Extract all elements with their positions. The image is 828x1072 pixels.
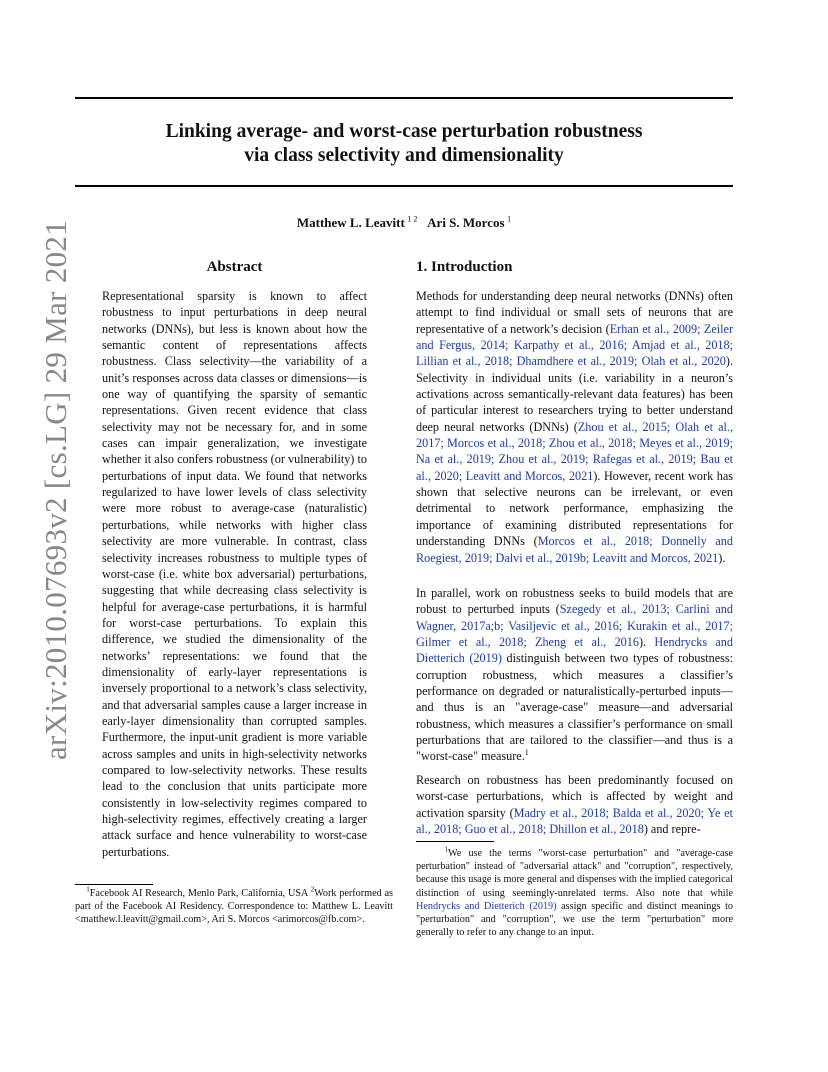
body-text: distinguish between two types of robustness: corruption robustness, which measures a classifier’s performance on degraded or naturalistically-perturbed inputs—and thus is an "average-case" measure—and adversarial robustness, which measures a classifier’s performance on small perturbations that are tailored to the classifier—and thus is a "worst-case" measure. — [416, 651, 734, 764]
correspondence-text: Work performed as part of the Facebook AI Residency. Correspondence to: Matthew L. Leavitt <matthew.l.leavitt@gmail.com>, Ari S. Morcos <arimorcos@fb.com>. — [75, 888, 394, 926]
abstract-text: Representational sparsity is known to affect robustness to input perturbations in deep neural networks (DNNs), but less is known about how the semantic content of representations affects robustness. Class selectivity—the variability of a unit’s responses across data classes or dimensions—is one way of quantifying the sparsity of semantic representations. Given recent evidence that class selectivity may not be necessary for, and in some cases can impair generalization, we investigate whether it also confers robustness (or vulnerability) to perturbations of input data. We found that networks regularized to have lower levels of class selectivity were more robust to average-case (naturalistic) perturbations, while networks with higher class selectivity are more vulnerable. In contrast, class selectivity increases robustness to multiple types of worst-case (i.e. white box adversarial) perturbations, suggesting that while decreasing class selectivity is helpful for average-case perturbations, it is harmful for worst-case perturbations. To explain this difference, we studied the dimensionality of the networks’ representations: we found that the dimensionality of early-layer representations is inversely proportional to a network’s class selectivity, and that adversarial samples cause a larger increase in early-layer dimensionality than corrupted samples. Furthermore, the input-unit gradient is more variable across samples and units in high-selectivity networks compared to low-selectivity networks. These results lead to the conclusion that units participate more consistently in low-selectivity regimes compared to high-selectivity regimes, effectively creating a larger attack surface and hence vulnerability to worst-case perturbations. — [102, 289, 367, 859]
body-text: ). — [638, 635, 655, 650]
body-text: Methods for understanding deep neural networks (DNNs) often attempt to find individual or small sets of neurons that are representative of a network’s decision ( — [416, 289, 733, 336]
author-name: Ari S. Morcos — [427, 215, 505, 230]
footnote-text: We use the terms "worst-case perturbation" and "average-case perturbation" instead of "adversarial attack" and "corruption", respectively, because this usage is more general and dispenses with the implied categorical distinction of using seemingly-unrelated terms. Also note that while — [416, 848, 734, 899]
title-bottom-rule — [75, 185, 733, 187]
paper-title-line-2: via class selectivity and dimensionality — [244, 145, 564, 166]
footnote-text: assign specific and distinct meanings to "perturbation" and "corruption", we use the term "perturbation" more generally to refer to any change to an input. — [416, 900, 733, 939]
author-affiliation-mark: 1 — [507, 214, 512, 224]
title-top-rule — [75, 97, 733, 99]
body-text: ). Selectivity in individual units (i.e. variability in a neuron’s activations across semantically-relevant data features) has been of particular interest to researchers trying to better understand deep neural networks (DNNs) ( — [416, 354, 733, 434]
abstract-heading: Abstract — [206, 259, 263, 275]
affiliation-footnote — [75, 887, 393, 927]
paper-title-line-1: Linking average- and worst-case perturbation robustness — [165, 121, 643, 142]
footnote-rule — [416, 841, 494, 842]
body-text: In parallel, work on robustness seeks to build models that are robust to perturbed inputs ( — [416, 586, 733, 617]
body-text: ) and repre- — [643, 822, 701, 837]
citation-link[interactable]: Hendrycks and Dietterich (2019) — [416, 900, 557, 912]
introduction-heading: 1. Introduction — [416, 259, 513, 275]
citation-link[interactable]: Zhou et al., 2015; Olah et al., 2017; Morcos et al., 2018; Zhou et al., 2018; Meyes et al., 2019; Na et al., 2019; Zhou et al., 2019; Rafegas et al., 2019; Bau et al., 2020; Leavitt and Morcos, 2021 — [416, 419, 733, 483]
citation-link[interactable]: Erhan et al., 2009; Zeiler and Fergus, 2014; Karpathy et al., 2016; Amjad et al., 2018; Lillian et al., 2018; Dhamdhere et al., 2019; Olah et al., 2020 — [416, 321, 734, 369]
author-name: Matthew L. Leavitt — [296, 215, 405, 230]
terminology-footnote — [416, 847, 733, 939]
body-text: ). — [718, 550, 726, 565]
footnote-mark: 1 — [444, 845, 449, 854]
footnote-mark: 2 — [310, 885, 315, 894]
arxiv-identifier-stamp: arXiv:2010.07693v2 [cs.LG] 29 Mar 2021 — [38, 219, 73, 760]
intro-paragraph-2 — [416, 585, 733, 765]
footnote-mark: 1 — [86, 885, 90, 894]
citation-link[interactable]: Szegedy et al., 2013; Carlini and Wagner, 2017a;b; Vasiljevic et al., 2016; Kurakin et al., 2017; Gilmer et al., 2018; Zheng et al., 2016 — [416, 602, 733, 650]
intro-paragraph-1 — [416, 288, 733, 566]
footnote-mark[interactable]: 1 — [524, 748, 529, 758]
citation-link[interactable]: Morcos et al., 2018; Donnelly and Roegiest, 2019; Dalvi et al., 2019b; Leavitt and Morcos, 2021 — [416, 534, 733, 565]
author-list — [75, 215, 733, 231]
body-text: Research on robustness has been predominantly focused on worst-case perturbations, which is affected by weight and activation sparsity ( — [416, 773, 733, 820]
citation-link[interactable]: Madry et al., 2018; Balda et al., 2020; Ye et al., 2018; Guo et al., 2018; Dhillon et al., 2018 — [416, 805, 733, 837]
citation-link[interactable]: Hendrycks and Dietterich (2019) — [416, 635, 733, 666]
author-affiliation-mark: 1 2 — [407, 214, 418, 224]
body-text: ). However, recent work has shown that selective neurons can be irrelevant, or even detrimental to network performance, emphasizing the importance of examining distributed representations for understanding DNNs ( — [416, 468, 733, 549]
affiliation-text: Facebook AI Research, Menlo Park, California, USA — [89, 888, 308, 899]
intro-paragraph-3 — [416, 772, 733, 837]
